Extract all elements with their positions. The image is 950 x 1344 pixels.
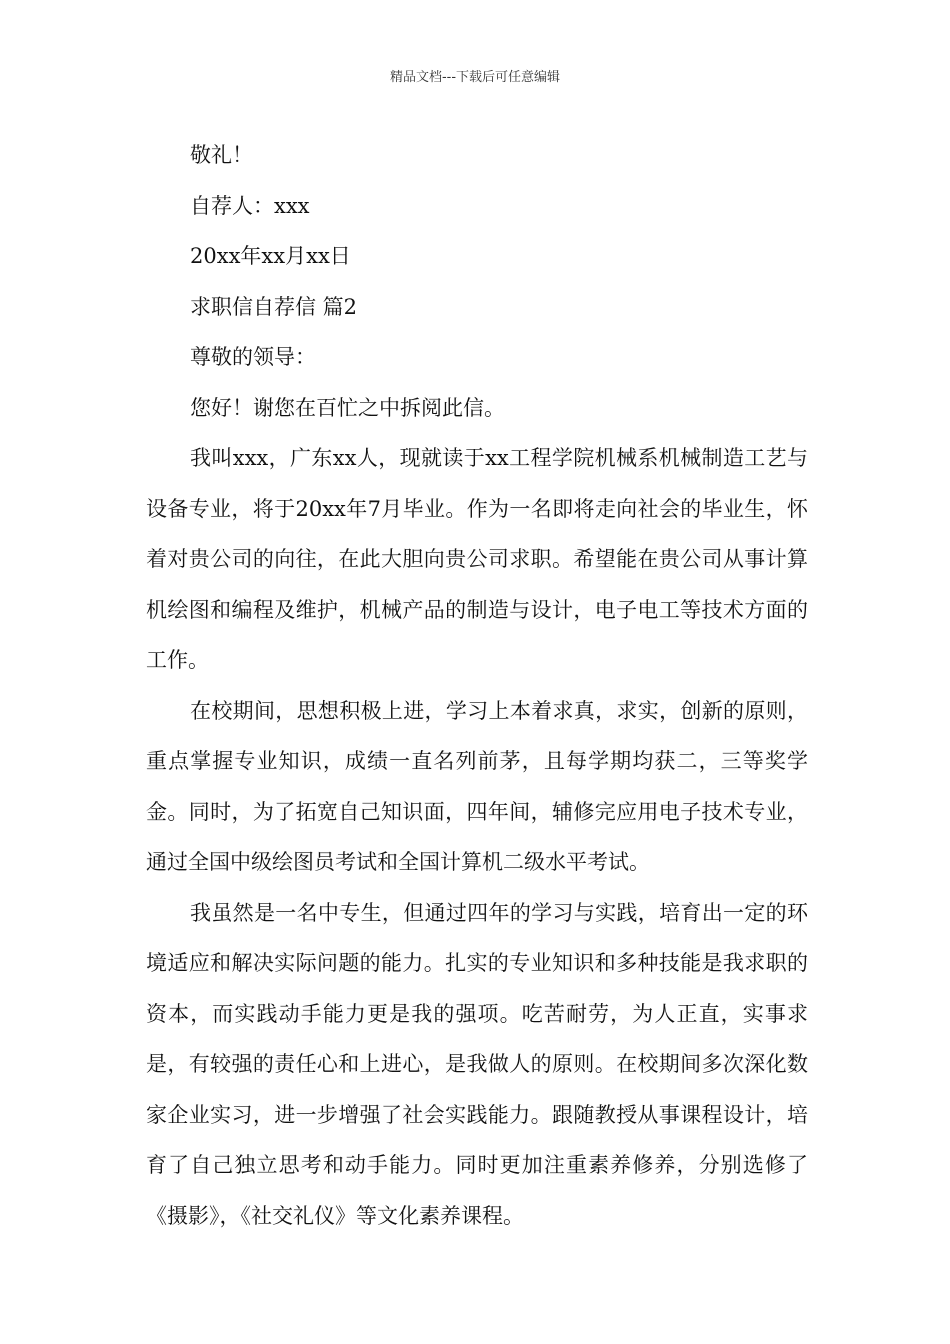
paragraph-introduction: 我叫xxx，广东xx人，现就读于xx工程学院机械系机械制造工艺与设备专业，将于20xx年7月毕业。作为一名即将走向社会的毕业生，怀着对贵公司的向往，在此大胆向贵公司求职。希望能在贵公司从事计算机绘图和编程及维护，机械产品的制造与设计，电子电工等技术方面的工作。 <box>146 446 808 672</box>
paragraph-school: 在校期间，思想积极上进，学习上本着求真，求实，创新的原则，重点掌握专业知识，成绩一直名列前茅，且每学期均获二，三等奖学金。同时，为了拓宽自己知识面，四年间，辅修完应用电子技术专业，通过全国中级绘图员考试和全国计算机二级水平考试。 <box>146 698 808 874</box>
greeting-line: 您好！谢您在百忙之中拆阅此信。 <box>190 395 505 420</box>
paragraph-abilities: 我虽然是一名中专生，但通过四年的学习与实践，培育出一定的环境适应和解决实际问题的能力。扎实的专业知识和多种技能是我求职的资本，而实践动手能力更是我的强项。吃苦耐劳，为人正直，实事求是，有较强的责任心和上进心，是我做人的原则。在校期间多次深化数家企业实习，进一步增强了社会实践能力。跟随教授从事课程设计，培育了自己独立思考和动手能力。同时更加注重素养修养，分别选修了《摄影》，《社交礼仪》等文化素养课程。 <box>146 900 808 1228</box>
section-title: 求职信自荐信 篇2 <box>190 294 358 319</box>
salutation-line: 尊敬的领导： <box>190 345 316 369</box>
signer-line: 自荐人：xxx <box>190 193 310 218</box>
closing-line: 敬礼！ <box>190 143 253 167</box>
letter-body <box>146 130 808 1241</box>
date-line: 20xx年xx月xx日 <box>190 244 351 268</box>
page-header: 精品文档---下载后可任意编辑 <box>389 70 561 85</box>
